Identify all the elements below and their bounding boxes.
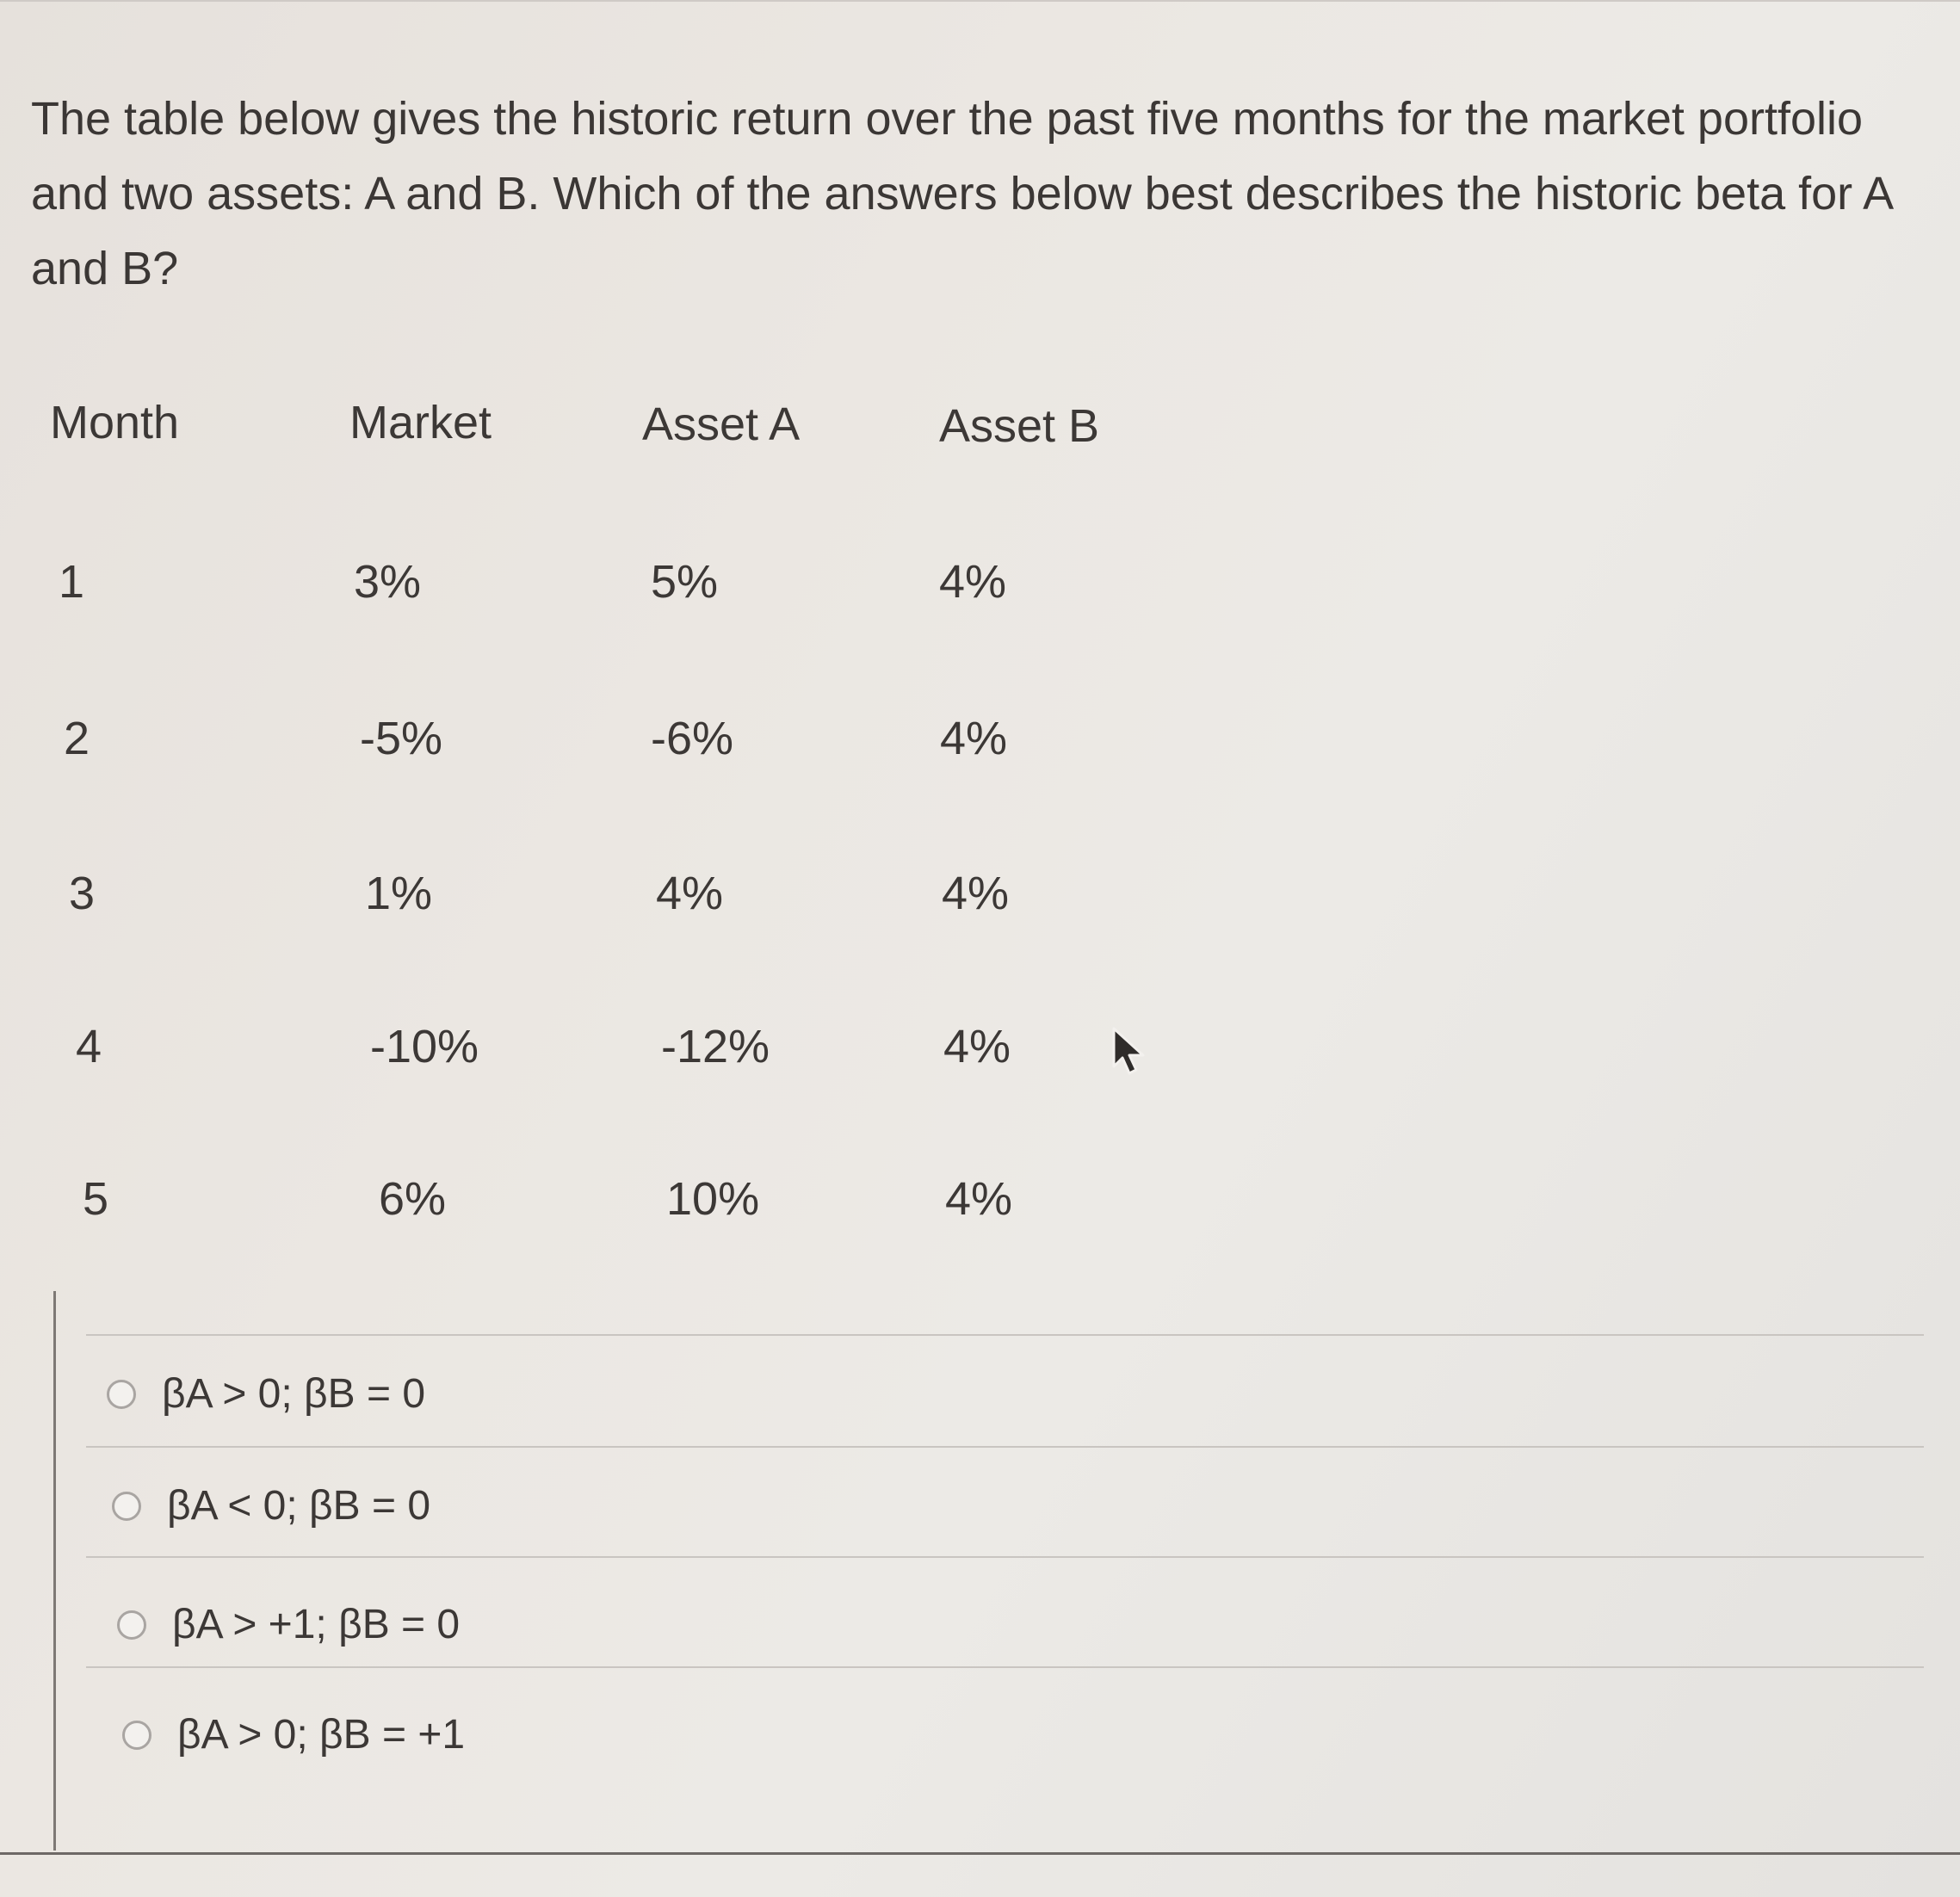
answer-option-label: βA < 0; βB = 0 bbox=[167, 1483, 431, 1529]
cell-month: 2 bbox=[64, 713, 90, 764]
mouse-pointer-icon bbox=[1110, 1027, 1147, 1077]
cell-asset-a: 4% bbox=[656, 868, 724, 919]
answer-option-1[interactable] bbox=[107, 1370, 425, 1418]
cell-month: 3 bbox=[69, 868, 96, 919]
cell-month: 5 bbox=[83, 1173, 109, 1225]
cell-month: 4 bbox=[76, 1021, 102, 1072]
cell-asset-b: 4% bbox=[945, 1173, 1013, 1225]
card-border bbox=[53, 1291, 56, 1851]
cell-asset-a: -12% bbox=[661, 1021, 770, 1072]
cell-asset-b: 4% bbox=[943, 1021, 1011, 1072]
cell-asset-a: -6% bbox=[651, 713, 734, 764]
header-month: Month bbox=[50, 397, 180, 448]
cell-asset-b: 4% bbox=[939, 556, 1007, 608]
answer-option-label: βA > +1; βB = 0 bbox=[172, 1602, 461, 1647]
cell-market: -10% bbox=[370, 1021, 479, 1072]
cell-market: -5% bbox=[360, 713, 443, 764]
question-text: The table below gives the historic return over the past five months for the market portfolio and two assets: A and B. Which of the answers below best describes the historic beta for A and B? bbox=[31, 93, 1892, 294]
answer-option-label: βA > 0; βB = 0 bbox=[162, 1371, 426, 1417]
cell-asset-a: 10% bbox=[666, 1173, 760, 1225]
answer-option-3[interactable] bbox=[117, 1601, 460, 1648]
answer-option-label: βA > 0; βB = +1 bbox=[177, 1712, 466, 1758]
header-asset-b: Asset B bbox=[939, 400, 1100, 452]
header-market: Market bbox=[349, 397, 492, 448]
cell-asset-b: 4% bbox=[942, 868, 1010, 919]
cell-market: 6% bbox=[379, 1173, 447, 1225]
radio-unselected-icon[interactable] bbox=[117, 1610, 146, 1640]
cell-market: 3% bbox=[354, 556, 422, 608]
answer-option-4[interactable] bbox=[122, 1711, 465, 1758]
cell-asset-a: 5% bbox=[651, 556, 719, 608]
radio-unselected-icon[interactable] bbox=[112, 1492, 141, 1521]
cell-month: 1 bbox=[59, 556, 85, 608]
cell-market: 1% bbox=[365, 868, 433, 919]
answer-option-2[interactable] bbox=[112, 1482, 430, 1529]
cell-asset-b: 4% bbox=[940, 713, 1008, 764]
radio-unselected-icon[interactable] bbox=[107, 1380, 136, 1409]
option-divider bbox=[86, 1334, 1924, 1336]
option-divider bbox=[86, 1556, 1924, 1558]
header-asset-a: Asset A bbox=[642, 399, 801, 450]
option-divider bbox=[86, 1666, 1924, 1668]
option-divider bbox=[86, 1446, 1924, 1448]
radio-unselected-icon[interactable] bbox=[122, 1721, 151, 1750]
